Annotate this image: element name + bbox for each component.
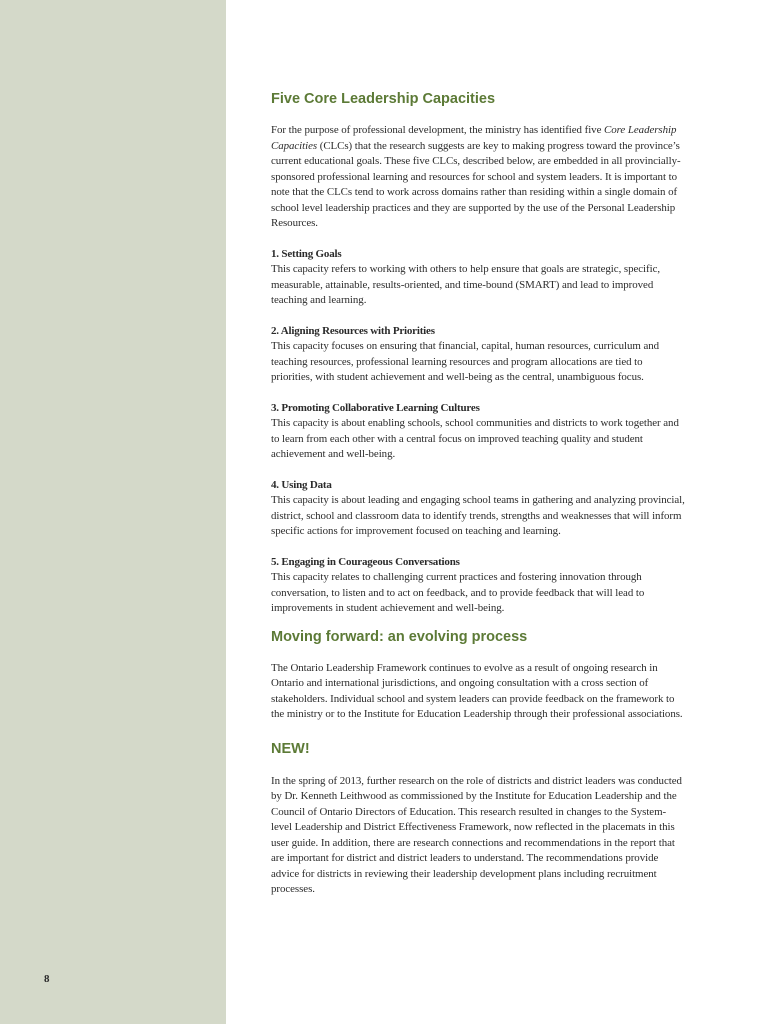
page-number: 8: [44, 973, 50, 985]
capacity-title: 4. Using Data: [271, 478, 332, 491]
capacity-text: This capacity is about enabling schools, school communities and districts to work together and to learn from each other with a central focus on improved teaching quality and student achievement and well-being.: [271, 417, 679, 460]
capacity-item: [271, 401, 685, 463]
section-heading-core-capacities: Five Core Leadership Capacities: [271, 91, 496, 107]
new-research-paragraph: In the spring of 2013, further research on the role of districts and district leaders was conducted by Dr. Kenneth Leithwood as commissioned by the Institute for Education Leadership and the Council of Ontario Directors of Education. This research resulted in changes to the System-level Leadership and District Effectiveness Framework, now reflected in the placemats in this user guide. In addition, there are research connections and recommendations in the report that are important for district and district leaders to understand. The recommendations provide advice for districts in reviewing their leadership development plans including recruitment processes.: [271, 774, 682, 895]
capacity-item: [271, 247, 685, 309]
capacity-title: 2. Aligning Resources with Priorities: [271, 324, 435, 337]
capacity-item: [271, 478, 685, 540]
intro-text-italic: Core Leadership Capacities: [271, 124, 677, 152]
section-heading-new: NEW!: [271, 740, 310, 757]
main-content: [271, 88, 685, 898]
moving-forward-paragraph: The Ontario Leadership Framework continues to evolve as a result of ongoing research in Ontario and international jurisdictions, and ongoing consultation with a cross section of stakeholders. Individual school and system leaders can provide feedback on the framework to the ministry or to the Institute for Education Leadership through their professional associations.: [271, 661, 683, 720]
intro-paragraph: [271, 123, 685, 232]
capacity-item: [271, 324, 685, 386]
left-sidebar-band: [0, 0, 226, 1024]
capacity-item: [271, 555, 685, 617]
capacity-text: This capacity focuses on ensuring that financial, capital, human resources, curriculum and teaching resources, professional learning resources and program allocations are tied to priorities, with student achievement and well-being as the central, unambiguous focus.: [271, 340, 660, 383]
capacity-title: 5. Engaging in Courageous Conversations: [271, 555, 460, 568]
capacity-title: 1. Setting Goals: [271, 247, 342, 260]
capacity-text: This capacity relates to challenging current practices and fostering innovation through conversation, to listen and to act on feedback, and to provide feedback that will lead to improvements in student achievement and well-being.: [271, 571, 645, 614]
section-heading-moving-forward: Moving forward: an evolving process: [271, 628, 528, 645]
intro-text-part1: For the purpose of professional development, the ministry has identified five: [271, 124, 605, 136]
capacity-text: This capacity is about leading and engaging school teams in gathering and analyzing provincial, district, school and classroom data to identify trends, strengths and weaknesses that will inform specific actions for improvement focused on teaching and learning.: [271, 494, 685, 537]
capacity-text: This capacity refers to working with others to help ensure that goals are strategic, specific, measurable, attainable, results-oriented, and time-bound (SMART) and lead to improved teaching and learning.: [271, 263, 661, 306]
capacity-title: 3. Promoting Collaborative Learning Cultures: [271, 401, 480, 414]
intro-text-part2: (CLCs) that the research suggests are key to making progress toward the province’s current educational goals. These five CLCs, described below, are embedded in all provincially-sponsored professional learning and resources for school and system leaders. It is important to note that the CLCs tend to work across domains rather than residing within a single domain of school level leadership practices and they are supported by the use of the Personal Leadership Resources.: [271, 139, 681, 229]
